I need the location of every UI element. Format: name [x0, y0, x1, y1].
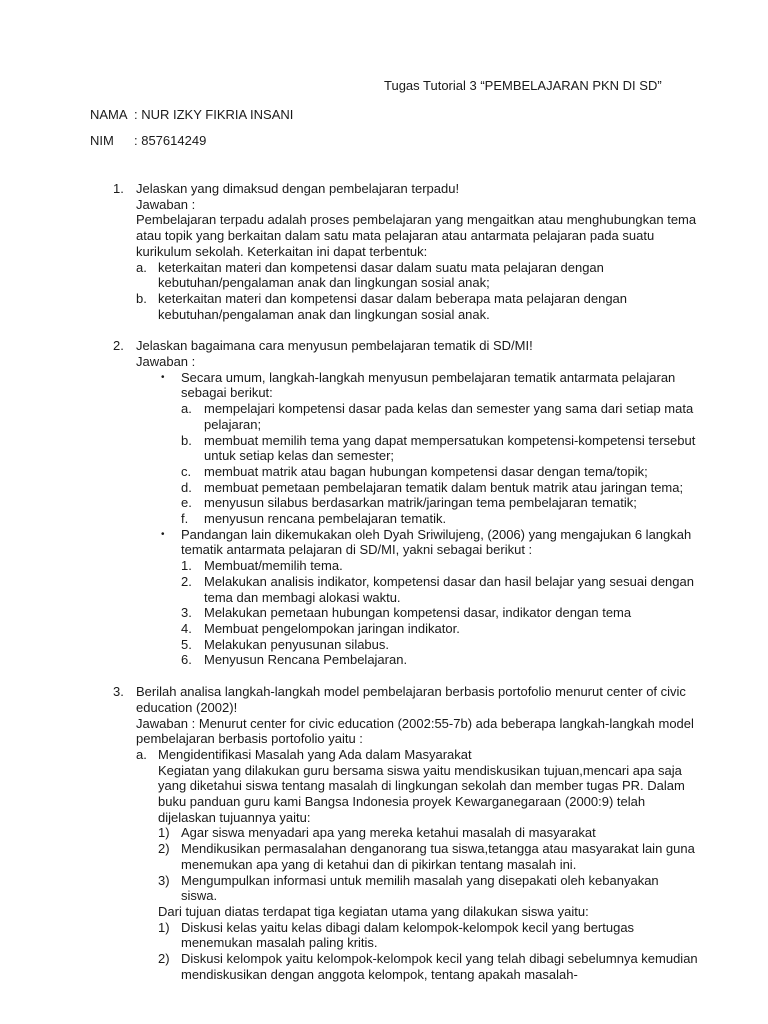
list-marker: 5. — [181, 636, 192, 652]
section-title: Mengidentifikasi Masalah yang Ada dalam Masyarakat — [158, 746, 472, 762]
list-item — [181, 511, 698, 527]
list-item-text: Membuat/memilih tema. — [204, 558, 343, 574]
list-marker: 6. — [181, 652, 192, 668]
question-text: Jelaskan bagaimana cara menyusun pembelajaran tematik di SD/MI! — [136, 338, 533, 354]
list-item — [158, 825, 698, 841]
question-1 — [0, 181, 768, 322]
question-number: 1. — [113, 181, 124, 196]
list-item-text: Diskusi kelompok yaitu kelompok-kelompok kecil yang telah dibagi sebelumnya kemudian mendiskusikan dengan anggota kelompok, tentang apakah masalah- — [181, 951, 698, 982]
list-marker: 3) — [158, 872, 170, 888]
list-item-text: Agar siswa menyadari apa yang mereka ketahui masalah di masyarakat — [181, 825, 596, 841]
list-marker: f. — [181, 511, 189, 527]
paragraph: Dari tujuan diatas terdapat tiga kegiatan utama yang dilakukan siswa yaitu: — [158, 903, 589, 919]
list-item — [136, 290, 698, 322]
answer-label: Jawaban : — [136, 354, 196, 370]
name-label: NAMA — [90, 107, 128, 122]
document-body — [0, 181, 768, 982]
list-item-text: menyusun silabus berdasarkan matrik/jaringan tema pembelajaran tematik; — [204, 495, 637, 511]
list-marker: 1) — [158, 825, 170, 841]
list-item — [181, 558, 698, 574]
list-marker: b. — [181, 432, 192, 448]
list-item-text: mempelajari kompetensi dasar pada kelas dan semester yang sama dari setiap mata pelajaran; — [204, 401, 694, 432]
list-item — [181, 652, 698, 668]
list-marker: a. — [136, 746, 147, 762]
list-item — [181, 401, 698, 432]
list-marker: 4. — [181, 620, 192, 636]
list-marker: 3. — [181, 605, 192, 621]
section-heading — [136, 746, 698, 763]
list-item — [181, 636, 698, 653]
list-item — [158, 919, 698, 951]
list-item — [181, 432, 698, 464]
question-text: Jelaskan yang dimaksud dengan pembelajaran terpadu! — [136, 181, 460, 196]
list-item — [181, 463, 698, 480]
list-item-text: membuat pemetaan pembelajaran tematik dalam bentuk matrik atau jaringan tema; — [204, 479, 684, 495]
list-item — [136, 259, 698, 291]
nim-label: NIM — [90, 133, 114, 148]
list-marker: b. — [136, 290, 147, 306]
bullet-icon: • — [161, 371, 165, 383]
list-marker: e. — [181, 495, 192, 511]
list-marker: 2) — [158, 841, 170, 857]
answer-label: Jawaban : — [136, 196, 196, 212]
name-value: : NUR IZKY FIKRIA INSANI — [134, 107, 294, 122]
list-item — [158, 841, 698, 872]
bullet-text: Pandangan lain dikemukakan oleh Dyah Sriwilujeng, (2006) yang mengajukan 6 langkah tematik antarmata pelajaran di SD/MI, yakni sebagai berikut : — [181, 526, 692, 558]
bullet-item — [161, 526, 698, 558]
list-marker: 1) — [158, 919, 170, 935]
bullet-text: Secara umum, langkah-langkah menyusun pembelajaran tematik antarmata pelajaran sebagai berikut: — [181, 369, 676, 401]
paragraph: Kegiatan yang dilakukan guru bersama siswa yaitu mendiskusikan tujuan,mencari apa saja yang diketahui siswa tentang masalah di lingkungan sekolah dan member tugas PR. Dalam buku panduan guru kami Bangsa Indonesia proyek Kewarganegaraan (2000:9) telah dijelaskan tujuannya yaitu: — [158, 762, 685, 825]
question-2 — [0, 338, 768, 668]
list-item-text: keterkaitan materi dan kompetensi dasar dalam beberapa mata pelajaran dengan kebutuhan/pengalaman anak dan lingkungan sosial anak. — [158, 290, 628, 322]
list-item — [181, 495, 698, 511]
list-item — [158, 951, 698, 982]
nim-line — [90, 133, 206, 148]
list-item — [181, 573, 698, 605]
question-3 — [0, 684, 768, 982]
list-item — [181, 605, 698, 621]
question-number: 2. — [113, 338, 124, 354]
list-item-text: Membuat pengelompokan jaringan indikator. — [204, 620, 460, 636]
list-item-text: menyusun rencana pembelajaran tematik. — [204, 511, 447, 527]
list-marker: a. — [181, 401, 192, 417]
list-item-text: membuat matrik atau bagan hubungan kompetensi dasar dengan tema/topik; — [204, 463, 648, 479]
list-item-text: Diskusi kelas yaitu kelas dibagi dalam kelompok-kelompok kecil yang bertugas menemukan masalah paling kritis. — [181, 919, 635, 951]
answer-text: Pembelajaran terpadu adalah proses pembelajaran yang mengaitkan atau menghubungkan tema atau topik yang berkaitan dalam satu mata pelajaran atau antarmata pelajaran pada suatu kurikulum sekolah. Keterkaitan ini dapat terbentuk: — [136, 212, 697, 259]
list-item — [181, 620, 698, 637]
bullet-item — [161, 369, 698, 401]
list-item-text: membuat memilih tema yang dapat mempersatukan kompetensi-kompetensi tersebut untuk setiap kelas dan semester; — [204, 432, 696, 464]
list-item — [158, 872, 698, 904]
list-marker: 2) — [158, 951, 170, 967]
list-marker: c. — [181, 463, 192, 479]
bullet-icon: • — [161, 528, 165, 540]
list-marker: 1. — [181, 558, 192, 574]
answer-text: Jawaban : Menurut center for civic education (2002:55-7b) ada beberapa langkah-langkah model pembelajaran berbasis portofolio yaitu : — [136, 715, 694, 747]
question-number: 3. — [113, 684, 124, 700]
list-item-text: Melakukan penyusunan silabus. — [204, 636, 390, 652]
list-item-text: Menyusun Rencana Pembelajaran. — [204, 652, 408, 668]
list-item-text: Mendikusikan permasalahan denganorang tua siswa,tetangga atau masyarakat lain guna menemukan apa yang di ketahui dan di pikirkan tentang masalah ini. — [181, 841, 695, 872]
document-title: Tugas Tutorial 3 “PEMBELAJARAN PKN DI SD” — [384, 78, 662, 93]
nim-value: : 857614249 — [134, 133, 207, 148]
list-item-text: Melakukan pemetaan hubungan kompetensi dasar, indikator dengan tema — [204, 605, 632, 621]
list-marker: 2. — [181, 573, 192, 589]
question-text: Berilah analisa langkah-langkah model pembelajaran berbasis portofolio menurut center of civic education (2002)! — [136, 684, 686, 715]
name-line — [90, 107, 293, 122]
list-item — [181, 479, 698, 496]
list-item-text: keterkaitan materi dan kompetensi dasar dalam suatu mata pelajaran dengan kebutuhan/pengalaman anak dan lingkungan sosial anak; — [158, 259, 604, 291]
list-marker: a. — [136, 259, 147, 275]
list-item-text: Melakukan analisis indikator, kompetensi dasar dan hasil belajar yang sesuai dengan tema dan membagi alokasi waktu. — [204, 573, 694, 605]
list-item-text: Mengumpulkan informasi untuk memilih masalah yang disepakati oleh kebanyakan siswa. — [181, 872, 659, 904]
list-marker: d. — [181, 479, 192, 495]
